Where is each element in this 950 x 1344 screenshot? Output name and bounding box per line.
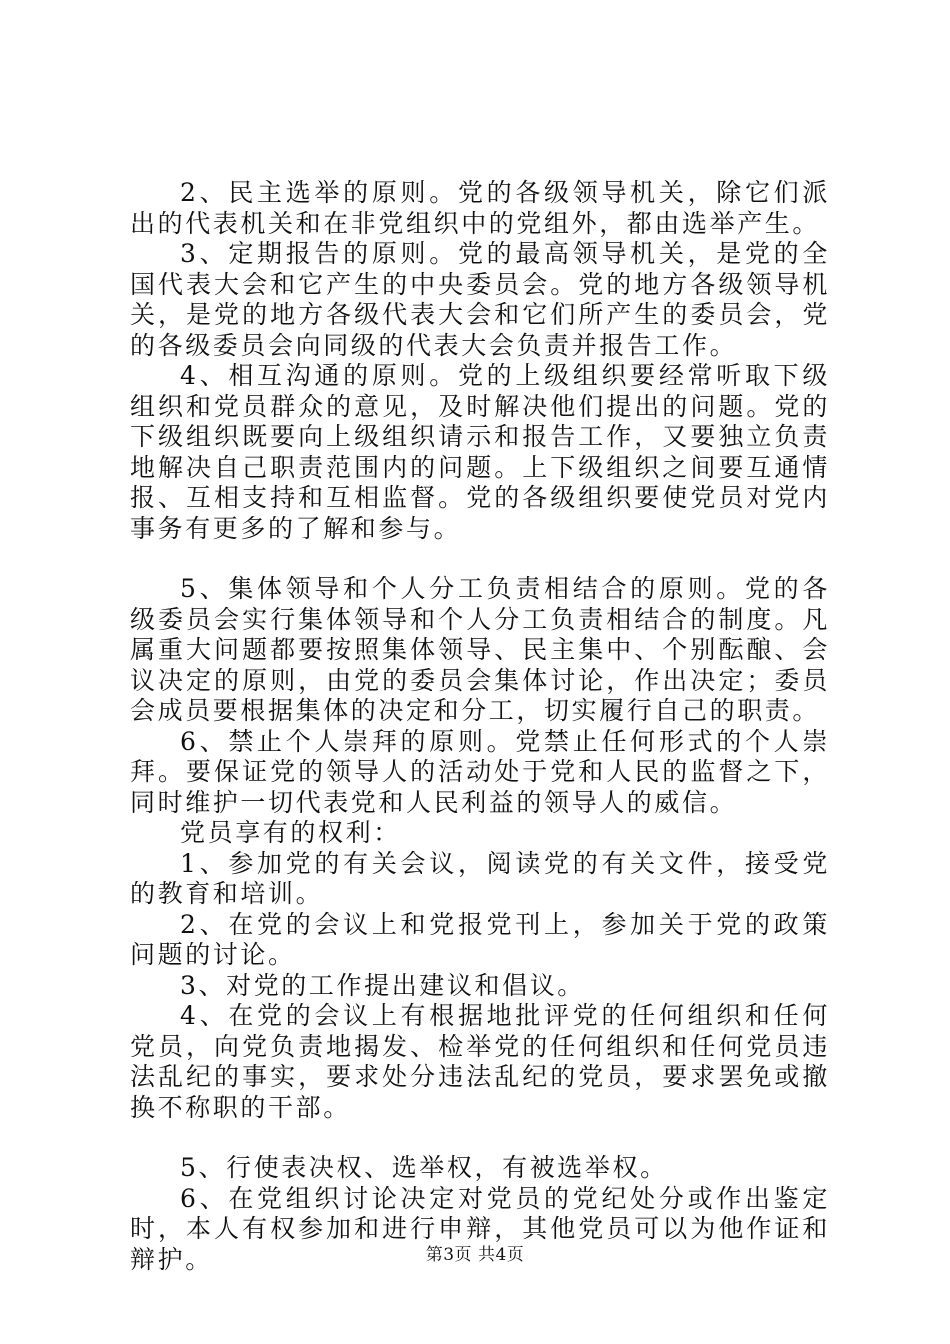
section-heading-rights: 党员享有的权利： <box>180 818 401 847</box>
paragraph-principle-2: 2、民主选举的原则。党的各级领导机关，除它们派出的代表机关和在非党组织中的党组外，都由选举产生。 <box>130 178 830 238</box>
paragraph-right-6: 6、在党组织讨论决定对党员的党纪处分或作出鉴定时，本人有权参加和进行申辩，其他党员可以为他作证和辩护。 <box>130 1183 830 1274</box>
document-body <box>130 178 830 1275</box>
paragraph-right-2: 2、在党的会议上和党报党刊上，参加关于党的政策问题的讨论。 <box>130 909 830 969</box>
paragraph-right-5: 5、行使表决权、选举权，有被选举权。 <box>180 1153 668 1182</box>
paragraph-principle-4: 4、相互沟通的原则。党的上级组织要经常听取下级组织和党员群众的意见，及时解决他们提出的问题。党的下级组织既要向上级组织请示和报告工作，又要独立负责地解决自己职责范围内的问题。上下级组织之间要互通情报、互相支持和互相监督。党的各级组织要使党员对党内事务有更多的了解和参与。 <box>130 361 830 543</box>
paragraph-principle-5: 5、集体领导和个人分工负责相结合的原则。党的各级委员会实行集体领导和个人分工负责相结合的制度。凡属重大问题都要按照集体领导、民主集中、个别酝酿、会议决定的原则，由党的委员会集体讨论，作出决定；委员会成员要根据集体的决定和分工，切实履行自己的职责。 <box>130 574 830 725</box>
paragraph-principle-6: 6、禁止个人崇拜的原则。党禁止任何形式的个人崇拜。要保证党的领导人的活动处于党和人民的监督之下，同时维护一切代表党和人民利益的领导人的威信。 <box>130 726 830 817</box>
paragraph-right-1: 1、参加党的有关会议，阅读党的有关文件，接受党的教育和培训。 <box>130 848 830 908</box>
paragraph-right-4: 4、在党的会议上有根据地批评党的任何组织和任何党员，向党负责地揭发、检举党的任何组织和任何党员违法乱纪的事实，要求处分违法乱纪的党员，要求罢免或撤换不称职的干部。 <box>130 1001 830 1122</box>
paragraph-principle-3: 3、定期报告的原则。党的最高领导机关，是党的全国代表大会和它产生的中央委员会。党的地方各级领导机关，是党的地方各级代表大会和它们所产生的委员会，党的各级委员会向同级的代表大会负责并报告工作。 <box>130 239 830 360</box>
page-number-footer: 第3页 共4页 <box>425 1245 525 1265</box>
paragraph-right-3: 3、对党的工作提出建议和倡议。 <box>180 970 585 1000</box>
